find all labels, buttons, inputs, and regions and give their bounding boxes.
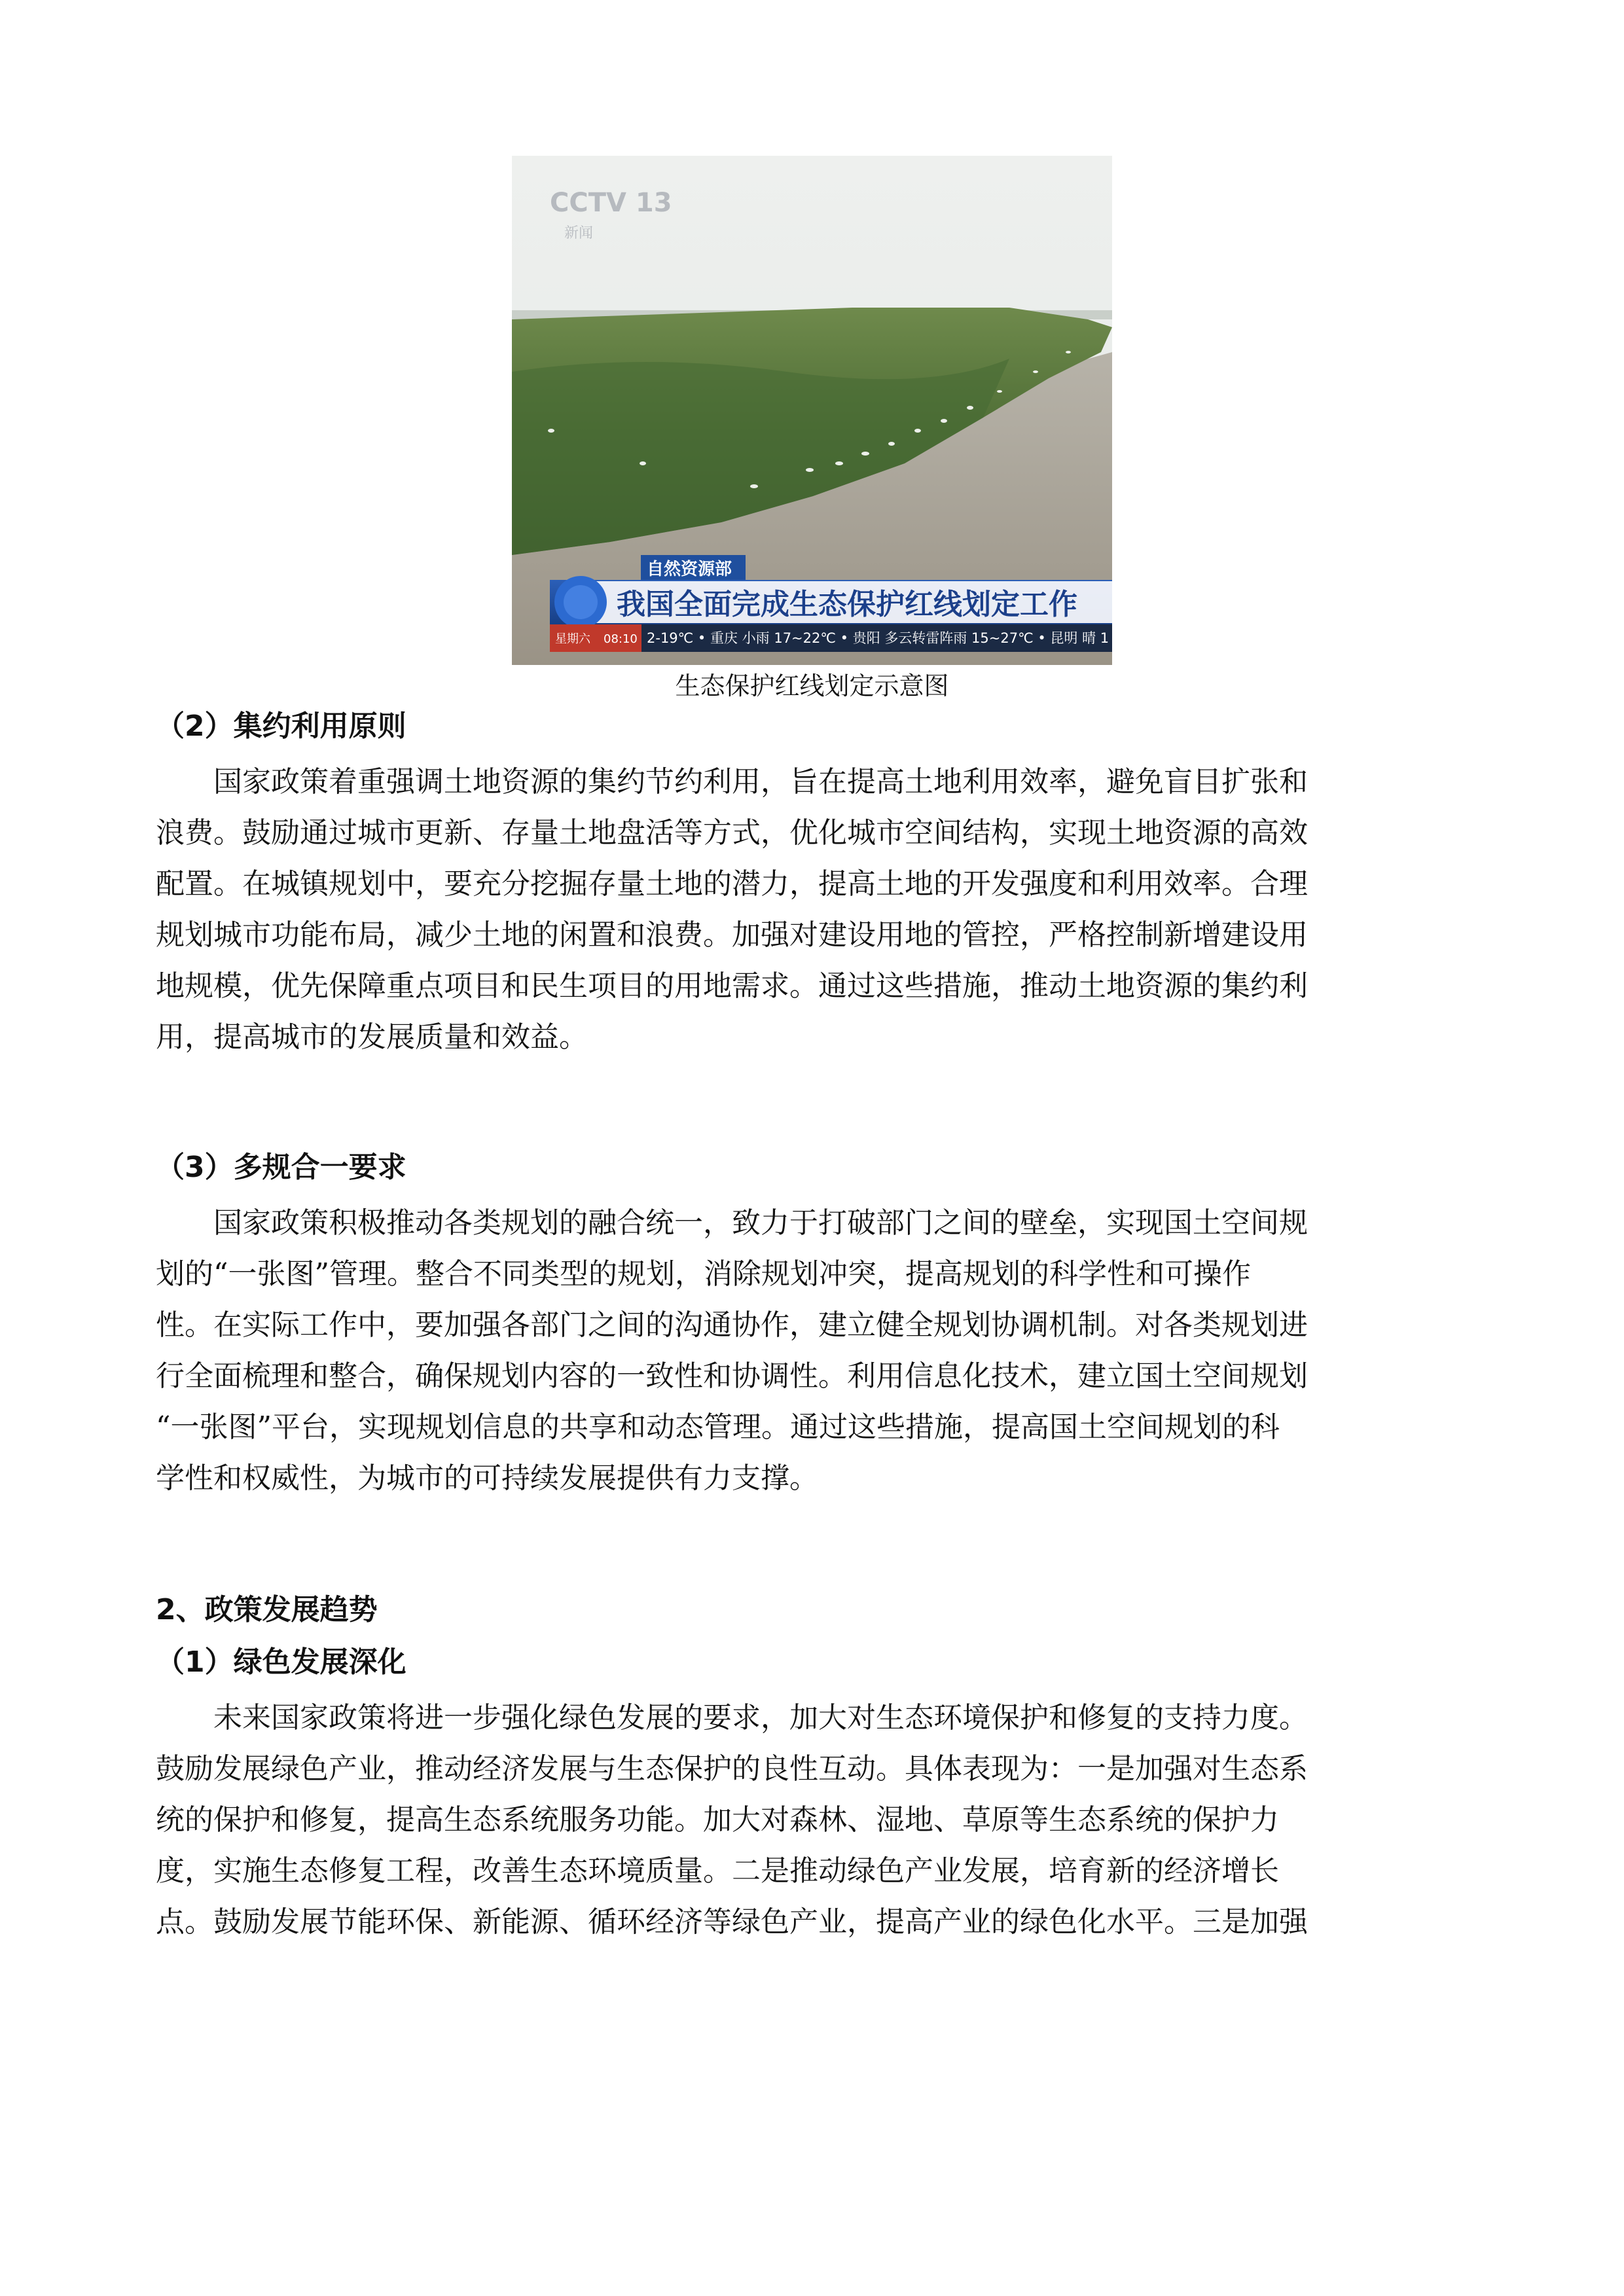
section-heading: （3）多规合一要求 <box>156 1151 406 1184</box>
paragraph-line: 配置。在城镇规划中，要充分挖掘存量土地的潜力，提高土地的开发强度和利用效率。合理 <box>156 867 1308 901</box>
banner-tag: 自然资源部 <box>647 560 732 579</box>
ticker-day: 星期六 <box>555 632 590 646</box>
paragraph-line: 国家政策积极推动各类规划的融合统一，致力于打破部门之间的壁垒，实现国土空间规 <box>213 1206 1308 1240</box>
banner-headline: 我国全面完成生态保护红线划定工作 <box>617 588 1077 621</box>
paragraph-line: 点。鼓励发展节能环保、新能源、循环经济等绿色产业，提高产业的绿色化水平。三是加强 <box>156 1905 1308 1939</box>
ticker-weather: 2-19℃ • 重庆 小雨 17~22℃ • 贵阳 多云转雷阵雨 15~27℃ • 昆明 晴 1 <box>647 630 1110 646</box>
paragraph-line: 国家政策着重强调土地资源的集约节约利用，旨在提高土地利用效率，避免盲目扩张和 <box>213 765 1308 798</box>
paragraph-line: 规划城市功能布局，减少土地的闲置和浪费。加强对建设用地的管控，严格控制新增建设用 <box>156 918 1308 952</box>
figure-caption: 生态保护红线划定示意图 <box>675 672 949 700</box>
paragraph <box>156 1198 1469 1504</box>
paragraph-line: 用，提高城市的发展质量和效益。 <box>156 1020 588 1054</box>
paragraph <box>156 1693 1469 1948</box>
paragraph-line: “一张图”平台，实现规划信息的共享和动态管理。通过这些措施，提高国土空间规划的科 <box>156 1410 1280 1444</box>
section-heading: （1）绿色发展深化 <box>156 1645 406 1679</box>
paragraph-line: 行全面梳理和整合，确保规划内容的一致性和协调性。利用信息化技术，建立国土空间规划 <box>156 1359 1308 1393</box>
paragraph-line: 性。在实际工作中，要加强各部门之间的沟通协作，建立健全规划协调机制。对各类规划进 <box>156 1308 1308 1342</box>
chapter-heading: 2、政策发展趋势 <box>156 1593 378 1626</box>
paragraph-line: 划的“一张图”管理。整合不同类型的规划，消除规划冲突，提高规划的科学性和可操作 <box>156 1257 1251 1291</box>
paragraph-line: 学性和权威性，为城市的可持续发展提供有力支撑。 <box>156 1462 818 1495</box>
paragraph-line: 鼓励发展绿色产业，推动经济发展与生态保护的良性互动。具体表现为：一是加强对生态系 <box>156 1752 1308 1785</box>
cctv-logo: CCTV 13 <box>550 188 672 218</box>
paragraph-line: 浪费。鼓励通过城市更新、存量土地盘活等方式，优化城市空间结构，实现土地资源的高效 <box>156 816 1308 850</box>
section-heading: （2）集约利用原则 <box>156 709 406 743</box>
paragraph-line: 统的保护和修复，提高生态系统服务功能。加大对森林、湿地、草原等生态系统的保护力 <box>156 1803 1279 1837</box>
ticker-time: 08:10 <box>604 632 638 646</box>
paragraph-line: 度，实施生态修复工程，改善生态环境质量。二是推动绿色产业发展，培育新的经济增长 <box>156 1854 1279 1888</box>
news-photo <box>512 156 1112 665</box>
paragraph-line: 地规模，优先保障重点项目和民生项目的用地需求。通过这些措施，推动土地资源的集约利 <box>156 969 1308 1003</box>
paragraph-line: 未来国家政策将进一步强化绿色发展的要求，加大对生态环境保护和修复的支持力度。 <box>213 1701 1308 1734</box>
paragraph <box>156 757 1469 1063</box>
cctv-logo-sub: 新闻 <box>564 225 594 242</box>
